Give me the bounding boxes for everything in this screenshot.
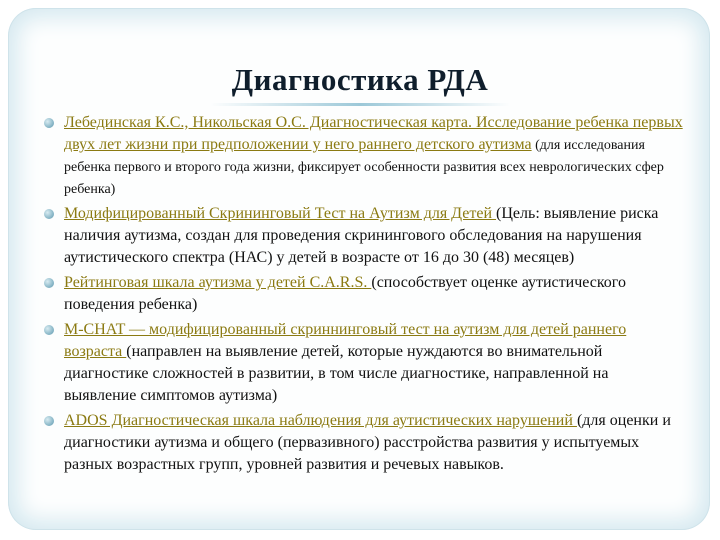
bullet-item-screening-test [42, 203, 684, 269]
link-diagnostic-card[interactable]: Лебединская К.С., Никольская О.С. Диагностическая карта. Исследование ребенка первых двух лет жизни при предположении у него раннего детского аутизма [64, 114, 683, 153]
link-mchat[interactable]: M-CHAT — модифицированный скриннинговый тест на аутизм для детей раннего возраста [64, 321, 627, 360]
bullet-marker-icon [44, 325, 54, 335]
bullet-marker-icon [44, 416, 54, 426]
bullet-text: (Цель: выявление риска наличия аутизма, создан для проведения скринингового обследования на нарушения аутистического спектра (НАС) у детей в возрасте от 16 до 30 (48) месяцев) [64, 205, 659, 266]
bullet-item-mchat [42, 319, 684, 407]
slide-title: Диагностика РДА [231, 62, 489, 97]
bullet-text: (для оценки и диагностики аутизма и общего (первазивного) расстройства развития у испытуемых разных возрастных групп, уровней развития и речевых навыков. [64, 412, 671, 473]
title-underline [210, 103, 510, 106]
bullet-text: (направлен на выявление детей, которые нуждаются во внимательной диагностике сложностей в развитии, в том числе диагностике, направленной на выявление симптомов аутизма) [64, 343, 609, 404]
bullet-text: (способствует оценке аутистического поведения ребенка) [64, 274, 626, 313]
bullet-marker-icon [44, 209, 54, 219]
bullet-marker-icon [44, 118, 54, 128]
link-screening-test[interactable]: Модифицированный Скрининговый Тест на Аутизм для Детей [64, 205, 497, 222]
bullet-item-cars [42, 272, 684, 316]
bullet-list [42, 112, 684, 479]
link-cars[interactable]: Рейтинговая шкала аутизма у детей C.A.R.S. [64, 274, 372, 291]
bullet-marker-icon [44, 278, 54, 288]
link-ados[interactable]: ADOS Диагностическая шкала наблюдения для аутистических нарушений [64, 412, 577, 429]
bullet-item-diagnostic-card [42, 112, 684, 200]
bullet-text: (для исследования ребенка первого и второго года жизни, фиксирует особенности развития всех неврологических сфер ребенка) [64, 138, 664, 197]
bullet-item-ados [42, 410, 684, 476]
